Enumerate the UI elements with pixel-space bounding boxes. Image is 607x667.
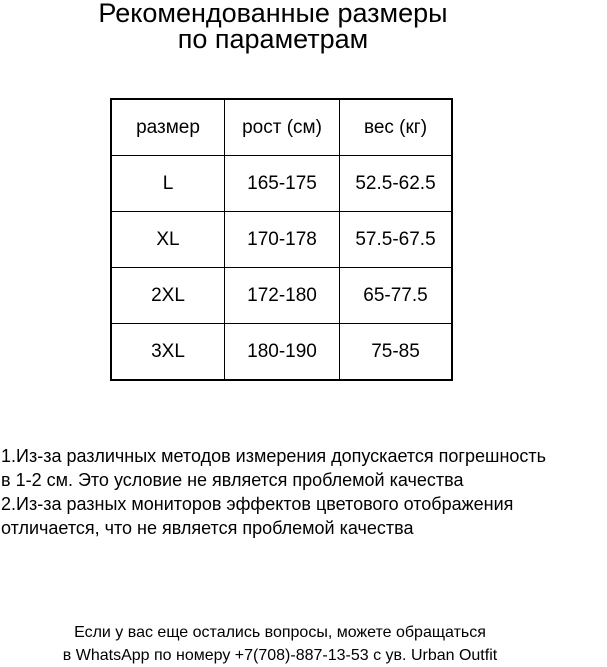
note-line: отличается, что не является проблемой качества <box>1 518 414 538</box>
header-cell-weight: вес (кг) <box>340 99 453 156</box>
page-title <box>0 0 546 52</box>
cell-height: 172-180 <box>225 268 340 324</box>
cell-weight: 65-77.5 <box>340 268 453 324</box>
cell-size: 3XL <box>111 324 225 381</box>
contact-line-2: в WhatsApp по номеру +7(708)-887-13-53 с ув. Urban Outfit <box>62 647 498 664</box>
cell-weight: 75-85 <box>340 324 453 381</box>
header-cell-size: размер <box>111 99 225 156</box>
contact-line-1: Если у вас еще остались вопросы, можете обращаться <box>74 624 486 641</box>
title-line-2: по параметрам <box>177 24 369 54</box>
note-line: 2.Из-за разных мониторов эффектов цветового отображения <box>1 494 514 514</box>
cell-size: XL <box>111 212 225 268</box>
cell-height: 180-190 <box>225 324 340 381</box>
table-header-row <box>111 99 452 156</box>
table-row <box>111 324 452 381</box>
note-line: в 1-2 см. Это условие не является проблемой качества <box>1 470 464 490</box>
title-line-1: Рекомендованные размеры <box>98 0 448 28</box>
cell-weight: 57.5-67.5 <box>340 212 453 268</box>
cell-height: 170-178 <box>225 212 340 268</box>
notes-block <box>1 444 546 540</box>
cell-size: 2XL <box>111 268 225 324</box>
note-line: 1.Из-за различных методов измерения допускается погрешность <box>1 446 547 466</box>
table-row <box>111 212 452 268</box>
cell-size: L <box>111 156 225 212</box>
contact-block <box>0 621 560 667</box>
cell-height: 165-175 <box>225 156 340 212</box>
header-cell-height: рост (см) <box>225 99 340 156</box>
size-chart-table <box>110 98 453 381</box>
table-row <box>111 156 452 212</box>
table-row <box>111 268 452 324</box>
cell-weight: 52.5-62.5 <box>340 156 453 212</box>
